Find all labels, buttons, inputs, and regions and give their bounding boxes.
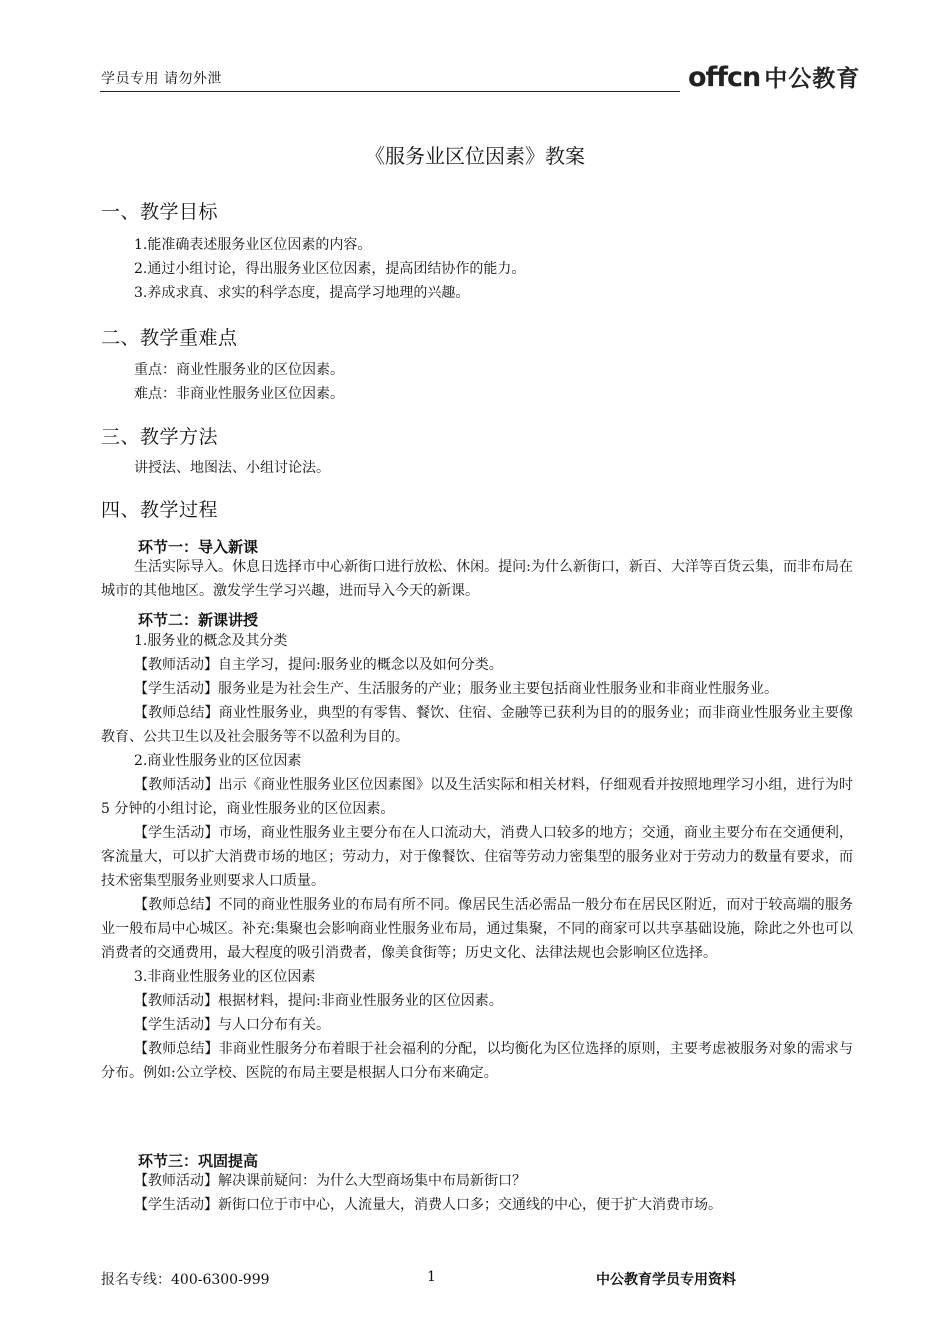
list-item: 难点：非商业性服务业区位因素。 bbox=[134, 386, 344, 402]
section-heading-process: 四、教学过程 bbox=[101, 499, 219, 521]
list-item: 讲授法、地图法、小组讨论法。 bbox=[134, 460, 330, 476]
paragraph: 【学生活动】新街口位于市中心，人流量大，消费人口多；交通线的中心，便于扩大消费市场。 bbox=[134, 1197, 722, 1213]
step-heading-3: 环节三：巩固提高 bbox=[138, 1152, 259, 1170]
list-item: 3.养成求真、求实的科学态度，提高学习地理的兴趣。 bbox=[134, 285, 470, 301]
step-heading-1: 环节一：导入新课 bbox=[138, 538, 259, 556]
paragraph: 【教师活动】解决课前疑问：为什么大型商场集中布局新街口？ bbox=[134, 1173, 526, 1189]
header-notice: 学员专用 请勿外泄 bbox=[101, 71, 222, 87]
footer-hotline-label: 报名专线： bbox=[101, 1272, 171, 1288]
document-title: 《服务业区位因素》教案 bbox=[365, 144, 585, 168]
paragraph: 【学生活动】市场，商业性服务业主要分布在人口流动大，消费人口较多的地方；交通，商业主要分布在交通便利，客流量大，可以扩大消费市场的地区；劳动力，对于像餐饮、住宿等劳动力密集型的服务业对于劳动力的数量有要求，而技术密集型服务业则要求人口质量。 bbox=[101, 825, 853, 889]
section-body-methods bbox=[101, 456, 853, 480]
paragraph: 生活实际导入。休息日选择市中心新街口进行放松、休闲。提问:为什么新街口，新百、大洋等百货云集，而非布局在城市的其他地区。激发学生学习兴趣，进而导入今天的新课。 bbox=[101, 559, 853, 599]
paragraph: 【教师活动】自主学习，提问:服务业的概念以及如何分类。 bbox=[134, 657, 503, 673]
paragraph: 【教师活动】出示《商业性服务业区位因素图》以及生活实际和相关材料，仔细观看并按照地理学习小组，进行为时 5 分钟的小组讨论，商业性服务业的区位因素。 bbox=[101, 777, 853, 817]
paragraph: 【教师总结】商业性服务业，典型的有零售、餐饮、住宿、金融等已获利为目的的服务业；而非商业性服务业主要像教育、公共卫生以及社会服务等不以盈利为目的。 bbox=[101, 705, 853, 745]
step-body-2 bbox=[101, 629, 853, 1085]
footer-hotline bbox=[101, 1269, 270, 1289]
section-heading-keypoints: 二、教学重难点 bbox=[101, 327, 238, 349]
logo-cn: 中公教育 bbox=[764, 66, 861, 92]
section-heading-goals: 一、教学目标 bbox=[101, 201, 219, 223]
step-heading-2: 环节二：新课讲授 bbox=[138, 611, 259, 629]
list-item: 重点：商业性服务业的区位因素。 bbox=[134, 362, 344, 378]
paragraph: 【学生活动】服务业是为社会生产、生活服务的产业；服务业主要包括商业性服务业和非商业性服务业。 bbox=[134, 681, 778, 697]
section-body-goals bbox=[101, 233, 853, 305]
header-divider bbox=[100, 91, 680, 92]
page-number: 1 bbox=[427, 1269, 436, 1285]
paragraph: 1.服务业的概念及其分类 bbox=[134, 633, 288, 649]
logo-en: offcn bbox=[688, 62, 761, 93]
paragraph: 【教师总结】非商业性服务分布着眼于社会福利的分配，以均衡化为区位选择的原则，主要考虑被服务对象的需求与分布。例如:公立学校、医院的布局主要是根据人口分布来确定。 bbox=[101, 1041, 853, 1081]
paragraph: 【教师总结】不同的商业性服务业的布局有所不同。像居民生活必需品一般分布在居民区附近，而对于较高端的服务业一般布局中心城区。补充:集聚也会影响商业性服务业布局，通过集聚，不同的商家可以共享基础设施，除此之外也可以消费者的交通费用，最大程度的吸引消费者，像美食街等；历史文化、法律法规也会影响区位选择。 bbox=[101, 897, 853, 961]
paragraph: 【教师活动】根据材料，提问:非商业性服务业的区位因素。 bbox=[134, 993, 503, 1009]
section-heading-methods: 三、教学方法 bbox=[101, 426, 219, 448]
paragraph: 3.非商业性服务业的区位因素 bbox=[134, 969, 316, 985]
step-body-3 bbox=[101, 1169, 853, 1217]
footer-right-text: 中公教育学员专用资料 bbox=[596, 1272, 736, 1288]
paragraph: 【学生活动】与人口分布有关。 bbox=[134, 1017, 330, 1033]
list-item: 1.能准确表述服务业区位因素的内容。 bbox=[134, 237, 372, 253]
step-body-1 bbox=[101, 555, 853, 603]
section-body-keypoints bbox=[101, 358, 853, 406]
offcn-logo bbox=[688, 60, 860, 94]
footer-hotline-number: 400-6300-999 bbox=[171, 1272, 270, 1288]
paragraph: 2.商业性服务业的区位因素 bbox=[134, 753, 302, 769]
list-item: 2.通过小组讨论，得出服务业区位因素，提高团结协作的能力。 bbox=[134, 261, 526, 277]
